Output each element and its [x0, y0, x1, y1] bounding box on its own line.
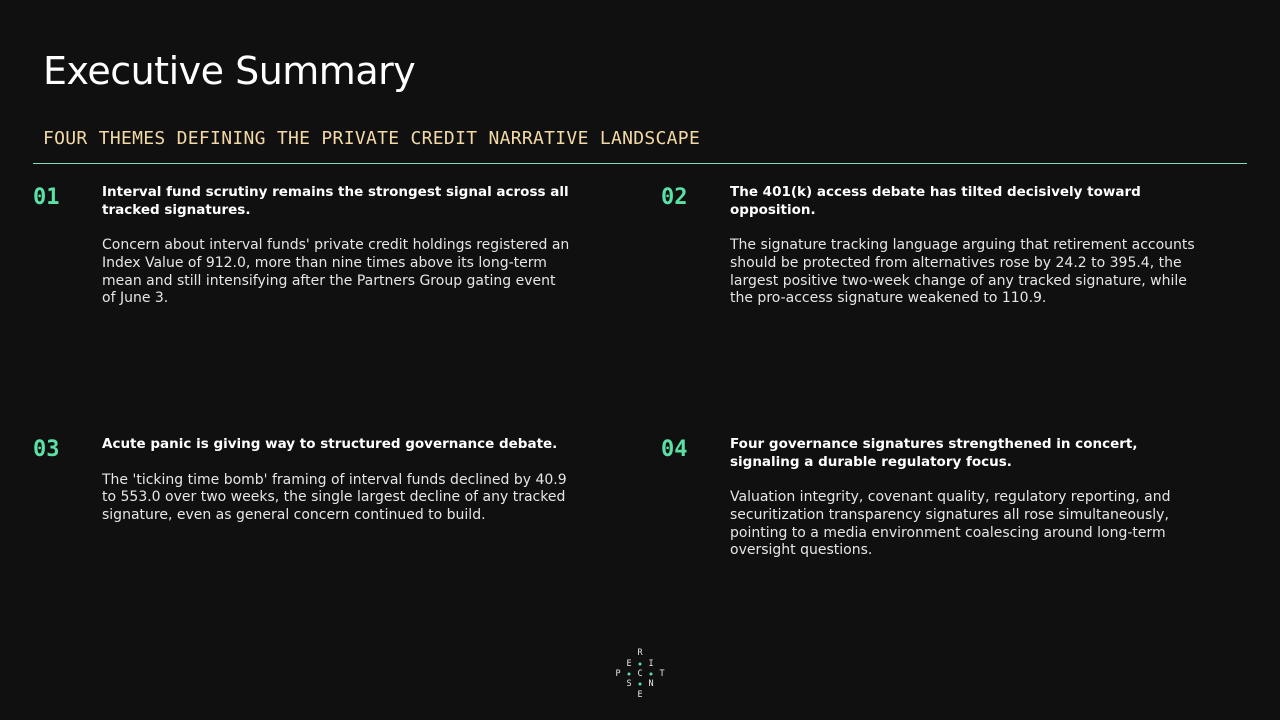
divider [33, 163, 1247, 164]
logo-letter: C [637, 669, 643, 679]
theme-text: Valuation integrity, covenant quality, regulatory reporting, and securitization transparency signatures all rose simultaneously, pointing to a media environment coalescing around long-term oversight questions. [730, 489, 1171, 559]
theme-text: The 'ticking time bomb' framing of interval funds declined by 40.9 to 553.0 over two weeks, the single largest decline of any tracked signature, even as general concern continued to build. [102, 471, 567, 524]
logo-dot [639, 663, 642, 666]
logo-letter: T [659, 669, 665, 679]
theme-number: 04 [661, 437, 688, 462]
logo-letter: I [648, 659, 654, 669]
theme-heading: Acute panic is giving way to structured governance debate. [102, 436, 558, 452]
logo-letter: E [626, 659, 632, 669]
theme-heading: Interval fund scrutiny remains the strongest signal across all tracked signatures. [102, 184, 569, 218]
theme-text: The signature tracking language arguing that retirement accounts should be protected from alternatives rose by 24.2 to 395.4, the largest positive two-week change of any tracked signature, while the pro-access signature weakened to 110.9. [730, 237, 1195, 307]
logo-letter: E [637, 690, 643, 700]
logo-dot [628, 673, 631, 676]
theme-heading: The 401(k) access debate has tilted decisively toward opposition. [730, 184, 1141, 218]
theme-body [102, 184, 572, 308]
logo-letter: S [626, 679, 632, 689]
logo-dot [639, 683, 642, 686]
theme-heading: Four governance signatures strengthened in concert, signaling a durable regulatory focus. [730, 436, 1138, 470]
theme-number: 03 [33, 437, 60, 462]
logo-dot [650, 673, 653, 676]
logo-letter: N [648, 679, 654, 689]
theme-number: 01 [33, 185, 60, 210]
theme-body [730, 436, 1200, 560]
theme-number: 02 [661, 185, 688, 210]
logo-letter: P [615, 669, 621, 679]
brand-logo [610, 644, 670, 704]
theme-body [730, 184, 1200, 308]
theme-body [102, 436, 572, 525]
logo-letter: R [637, 648, 643, 658]
theme-text: Concern about interval funds' private credit holdings registered an Index Value of 912.0, more than nine times above its long-term mean and still intensifying after the Partners Group gating event of June 3. [102, 237, 570, 307]
slide-title: Executive Summary [43, 49, 416, 93]
slide-subtitle: FOUR THEMES DEFINING THE PRIVATE CREDIT NARRATIVE LANDSCAPE [43, 128, 701, 149]
